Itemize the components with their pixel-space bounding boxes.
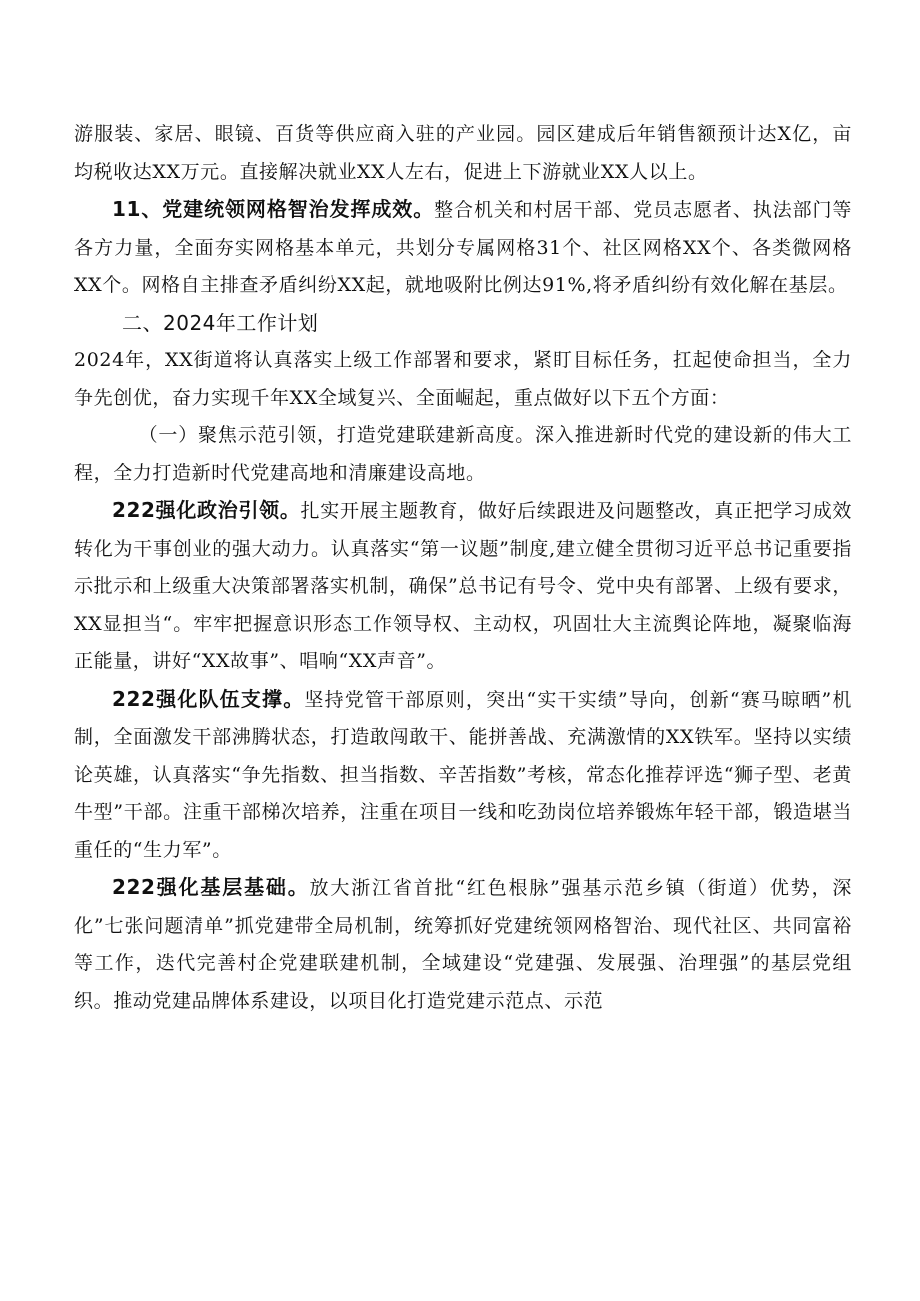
- paragraph-lead: 11、党建统领网格智治发挥成效。: [112, 197, 435, 221]
- item-text: 放大浙江省首批“红色根脉”强基示范乡镇（街道）优势，深化”七张问题清单”抓党建带全局机制，统筹抓好党建统领网格智治、现代社区、共同富裕等工作，迭代完善村企党建联建机制，全域建设“党建强、发展强、治理强”的基层党组织。推动党建品牌体系建设，以项目化打造党建示范点、示范: [74, 877, 852, 1012]
- paragraph-text: 整合机关和村居干部、党员志愿者、执法部门等各方力量，全面夯实网格基本单元，共划分专属网格31个、社区网格XX个、各类微网格XX个。网格自主排查矛盾纠纷XX起，就地吸附比例达91%,将矛盾纠纷有效化解在基层。: [74, 199, 853, 296]
- subsection-paragraph: （一）聚焦示范引领，打造党建联建新高度。深入推进新时代党的建设新的伟大工程，全力打造新时代党建高地和清廉建设高地。: [74, 424, 852, 484]
- paragraph-grid-governance: [74, 191, 852, 305]
- item-text: 扎实开展主题教育，做好后续跟进及问题整改，真正把学习成效转化为干事创业的强大动力。认真落实“第一议题”制度,建立健全贯彻习近平总书记重要指示批示和上级重大决策部署落实机制，确保”总书记有号令、党中央有部署、上级有要求，XX显担当“。牢牢把握意识形态工作领导权、主动权，巩固壮大主流舆论阵地，凝聚临海正能量，讲好“XX故事”、唱响“XX声音”。: [74, 500, 853, 672]
- paragraph-text: 游服装、家居、眼镜、百货等供应商入驻的产业园。园区建成后年销售额预计达X亿，亩均税收达XX万元。直接解决就业XX人左右，促进上下游就业XX人以上。: [74, 123, 852, 183]
- document-body: [74, 116, 852, 1020]
- paragraph-continued: [74, 116, 852, 191]
- item-lead: 222强化队伍支撑。: [112, 686, 305, 711]
- section-heading: 二、2024年工作计划: [122, 310, 319, 335]
- item-grassroots-foundation: [74, 869, 852, 1020]
- item-political-leadership: [74, 492, 852, 681]
- item-lead: 222强化基层基础。: [112, 875, 310, 899]
- item-team-support: [74, 681, 852, 870]
- item-lead: 222强化政治引领。: [112, 498, 301, 522]
- intro-paragraph: 2024年，XX街道将认真落实上级工作部署和要求，紧盯目标任务，扛起使命担当，全力争先创优，奋力实现千年XX全域复兴、全面崛起，重点做好以下五个方面：: [74, 349, 852, 409]
- item-text: 坚持党管干部原则，突出“实干实绩”导向，创新“赛马晾晒”机制，全面激发干部沸腾状态，打造敢闯敢干、能拼善战、充满激情的XX铁军。坚持以实绩论英雄，认真落实“争先指数、担当指数、辛苦指数”考核，常态化推荐评选“狮子型、老黄牛型”干部。注重干部梯次培养，注重在项目一线和吃劲岗位培养锻炼年轻干部，锻造堪当重任的“生力军”。: [74, 688, 852, 861]
